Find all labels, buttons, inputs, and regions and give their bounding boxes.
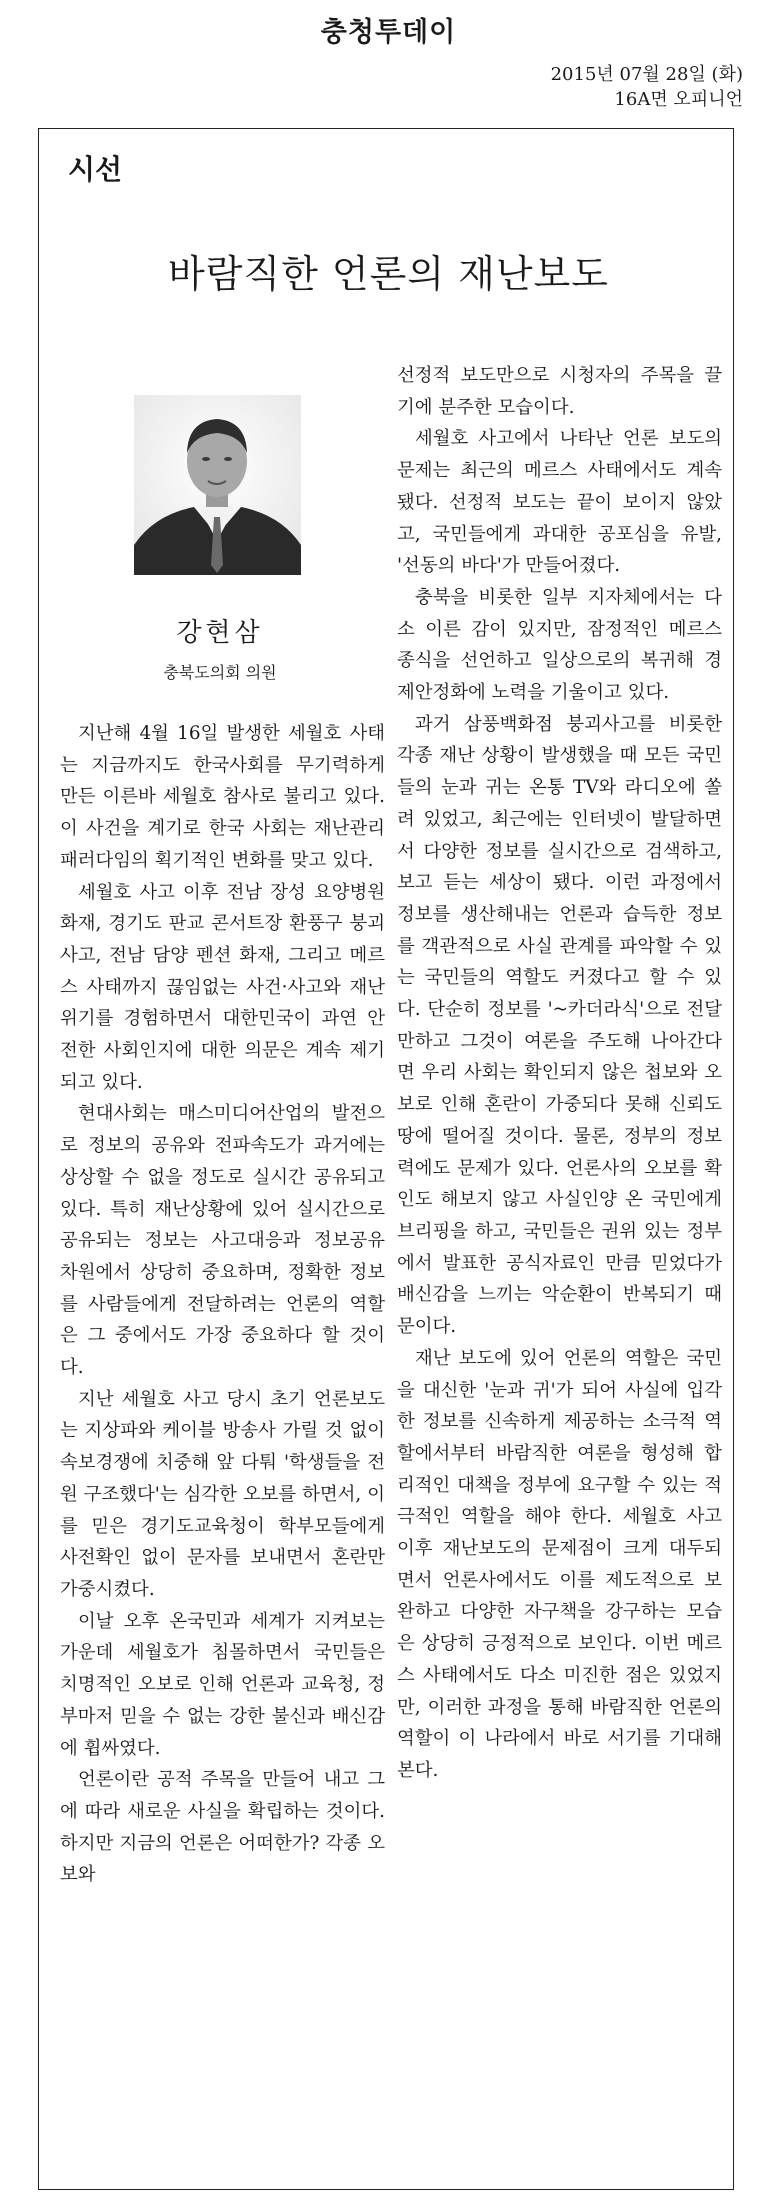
paragraph: 현대사회는 매스미디어산업의 발전으로 정보의 공유와 전파속도가 과거에는 상상할 수 없을 정도로 실시간 공유되고 있다. 특히 재난상황에 있어 실시간으로 공유되는 정보는 사고대응과 정보공유 차원에서 상당히 중요하며, 정확한 정보를 사람들에게 전달하려는 언론의 역할은 그 중에서도 가장 중요하다 할 것이다.: [60, 1103, 385, 1379]
author-name: 강현삼: [176, 618, 264, 648]
paragraph: 이날 오후 온국민과 세계가 지켜보는 가운데 세월호가 침몰하면서 국민들은 치명적인 오보로 인해 언론과 교육청, 정부마저 믿을 수 없는 강한 불신과 배신감에 휩싸였다.: [60, 1610, 385, 1759]
article-column-right: [397, 360, 722, 1787]
page-section-label: 16A면 오피니언: [614, 89, 743, 110]
paragraph: 세월호 사고에서 나타난 언론 보도의 문제는 최근의 메르스 사태에서도 계속됐다. 선정적 보도는 끝이 보이지 않았고, 국민들에게 과대한 공포심을 유발, '선동의 바다'가 만들어졌다.: [397, 428, 722, 577]
paragraph: 세월호 사고 이후 전남 장성 요양병원 화재, 경기도 판교 콘서트장 환풍구 붕괴사고, 전남 담양 펜션 화재, 그리고 메르스 사태까지 끊임없는 사건·사고와 재난위기를 경험하면서 대한민국이 과연 안전한 사회인지에 대한 의문은 계속 제기되고 있다.: [60, 881, 385, 1093]
paragraph: 충북을 비롯한 일부 지자체에서는 다소 이른 감이 있지만, 잠정적인 메르스 종식을 선언하고 일상으로의 복귀해 경제안정화에 노력을 기울이고 있다.: [397, 586, 722, 704]
author-photo: [134, 395, 301, 575]
article-headline: 바람직한 언론의 재난보도: [168, 252, 609, 296]
paragraph: 지난해 4월 16일 발생한 세월호 사태는 지금까지도 한국사회를 무기력하게 만든 이른바 세월호 참사로 불리고 있다. 이 사건을 계기로 한국 사회는 재난관리 패러다임의 획기적인 변화를 맞고 있다.: [60, 723, 385, 871]
publication-date: 2015년 07월 28일 (화): [550, 64, 743, 85]
paragraph: 선정적 보도만으로 시청자의 주목을 끌기에 분주한 모습이다.: [397, 365, 722, 418]
paragraph: 과거 삼풍백화점 붕괴사고를 비롯한 각종 재난 상황이 발생했을 때 모든 국민들의 눈과 귀는 온통 TV와 라디오에 쏠려 있었고, 최근에는 인터넷이 발달하면서 다양한 정보를 실시간으로 검색하고, 보고 듣는 세상이 됐다. 이런 과정에서 정보를 생산해내는 언론과 습득한 정보를 객관적으로 사실 관계를 파악할 수 있는 국민들의 역할도 커졌다고 할 수 있다. 단순히 정보를 '~카더라식'으로 전달만하고 그것이 여론을 주도해 나아간다면 우리 사회는 확인되지 않은 첩보와 오보로 인해 혼란이 가중되다 못해 신뢰도 땅에 떨어질 것이다. 물론, 정부의 정보력에도 문제가 있다. 언론사의 오보를 확인도 해보지 않고 사실인양 온 국민에게 브리핑을 하고, 국민들은 권위 있는 정부에서 발표한 공식자료인 만큼 믿었다가 배신감을 느끼는 악순환이 반복되기 때문이다.: [397, 713, 722, 1338]
author-role: 충북도의회 의원: [163, 663, 277, 682]
paragraph: 재난 보도에 있어 언론의 역할은 국민을 대신한 '눈과 귀'가 되어 사실에 입각한 정보를 신속하게 제공하는 소극적 역할에서부터 바람직한 여론을 형성해 합리적인 대책을 정부에 요구할 수 있는 적극적인 역할을 해야 한다. 세월호 사고 이후 재난보도의 문제점이 크게 대두되면서 언론사에서도 이를 제도적으로 보완하고 다양한 자구책을 강구하는 모습은 상당히 긍정적으로 보인다. 이번 메르스 사태에서도 다소 미진한 점은 있었지만, 이러한 과정을 통해 바람직한 언론의 역할이 이 나라에서 바로 서기를 기대해 본다.: [397, 1347, 722, 1781]
article-column-left: [60, 718, 385, 1891]
paragraph: 지난 세월호 사고 당시 초기 언론보도는 지상파와 케이블 방송사 가릴 것 없이 속보경쟁에 치중해 앞 다퉈 '학생들을 전원 구조했다'는 심각한 오보를 하면서, 이를 믿은 경기도교육청이 학부모들에게 사전확인 없이 문자를 보내면서 혼란만 가중시켰다.: [60, 1388, 385, 1600]
newspaper-masthead: 충청투데이: [320, 17, 457, 48]
paragraph: 언론이란 공적 주목을 만들어 내고 그에 따라 새로운 사실을 확립하는 것이다. 하지만 지금의 언론은 어떠한가? 각종 오보와: [60, 1769, 385, 1886]
publication-meta: [551, 62, 743, 112]
column-section-title: 시선: [68, 153, 123, 186]
